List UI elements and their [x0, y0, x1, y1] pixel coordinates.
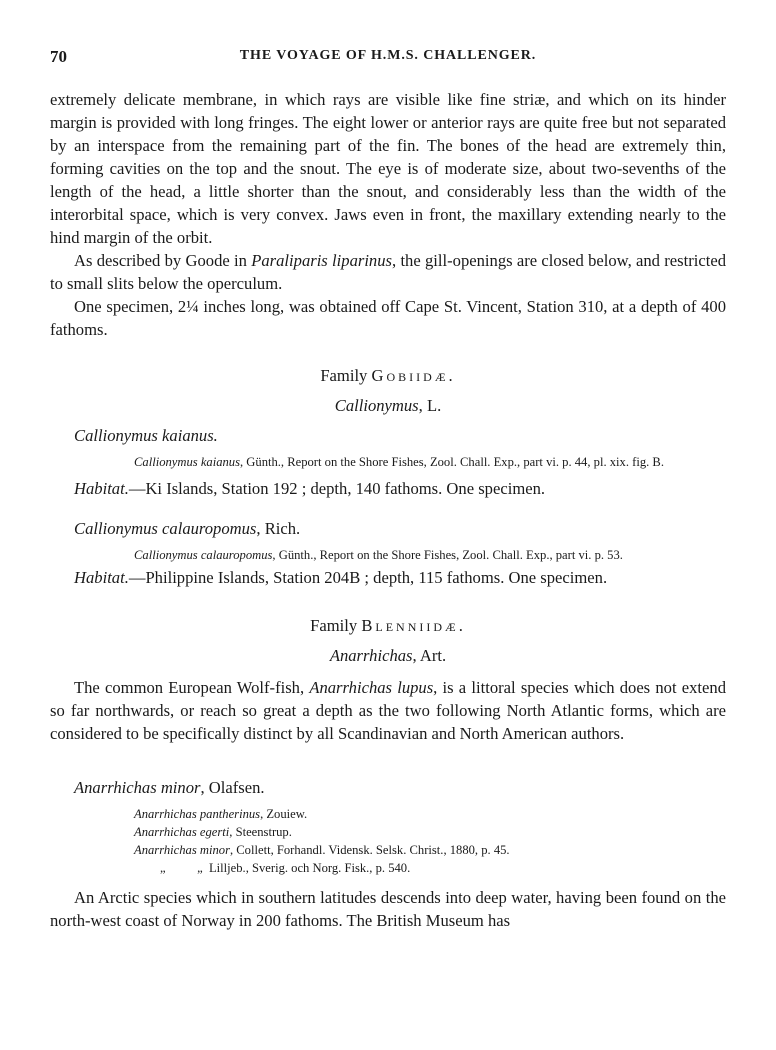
page-number: 70 [50, 47, 67, 66]
synonymy-list [50, 805, 726, 877]
species-reference: Callionymus calauropomus, Günth., Report on the Shore Fishes, Zool. Chall. Exp., part vi. p. 53. [134, 548, 623, 562]
taxon-name: Paraliparis liparinus [251, 251, 392, 270]
species-anarrhichas-minor: Anarrhichas minor, Olafsen. [74, 778, 265, 797]
page-header [50, 47, 726, 69]
synonym-entry: Anarrhichas minor, Collett, Forhandl. Vidensk. Selsk. Christ., 1880, p. 45. [134, 843, 510, 857]
synonym-entry: Anarrhichas pantherinus, Zouiew. [134, 807, 308, 821]
genus-anarrhichas-heading: Anarrhichas, Art. [329, 646, 447, 665]
intro-paragraph-1: extremely delicate membrane, in which rays are visible like fine striæ, and which on its hinder margin is provided with long fringes. The eight lower or anterior rays are quite free but not separated by an interspace from the remaining part of the fin. The bones of the head are extremely thin, forming cavities on the top and the snout. The eye is of moderate size, about two-sevenths of the length of the head, a little shorter than the snout, and considerably less than the width of the interorbital space, which is very convex. Jaws even in front, the maxillary extending nearly to the hind margin of the orbit. [50, 90, 726, 247]
synonym-entry: Anarrhichas egerti, Steenstrup. [134, 825, 292, 839]
taxon-name: Anarrhichas lupus [309, 678, 434, 697]
species-callionymus-calauropomus: Callionymus calauropomus, Rich. [74, 519, 301, 538]
genus-callionymus-heading: Callionymus, L. [334, 396, 442, 415]
species-reference: Callionymus kaianus, Günth., Report on the Shore Fishes, Zool. Chall. Exp., part vi. p. 44, pl. xix. fig. B. [134, 455, 664, 469]
running-title: THE VOYAGE OF H.M.S. CHALLENGER. [239, 48, 537, 63]
synonym-entry: „ „ Lilljeb., Sverig. och Norg. Fisk., p. 540. [160, 861, 411, 875]
closing-paragraph: An Arctic species which in southern latitudes descends into deep water, having been found on the north-west coast of Norway in 200 fathoms. The British Museum has [50, 888, 726, 930]
family-gobiidae-heading: Family Gobiidæ. [320, 366, 456, 385]
species-callionymus-kaianus: Callionymus kaianus. [74, 426, 218, 445]
habitat-line: Habitat.—Ki Islands, Station 192 ; depth, 140 fathoms. One specimen. [74, 479, 546, 498]
habitat-line: Habitat.—Philippine Islands, Station 204B ; depth, 115 fathoms. One specimen. [74, 568, 608, 587]
intro-paragraph-3: One specimen, 2¼ inches long, was obtained off Cape St. Vincent, Station 310, at a depth of 400 fathoms. [50, 297, 726, 339]
family-blenniidae-heading: Family Blenniidæ. [310, 616, 466, 635]
intro-paragraph-2: As described by Goode in Paraliparis liparinus, the gill-openings are closed below, and restricted to small slits below the operculum. [50, 251, 727, 293]
blenniidae-paragraph: The common European Wolf-fish, Anarrhichas lupus, is a littoral species which does not extend so far northwards, or reach so great a depth as the two following North Atlantic forms, which are considered to be specifically distinct by all Scandinavian and North American authors. [50, 678, 726, 743]
page-body [50, 88, 726, 932]
